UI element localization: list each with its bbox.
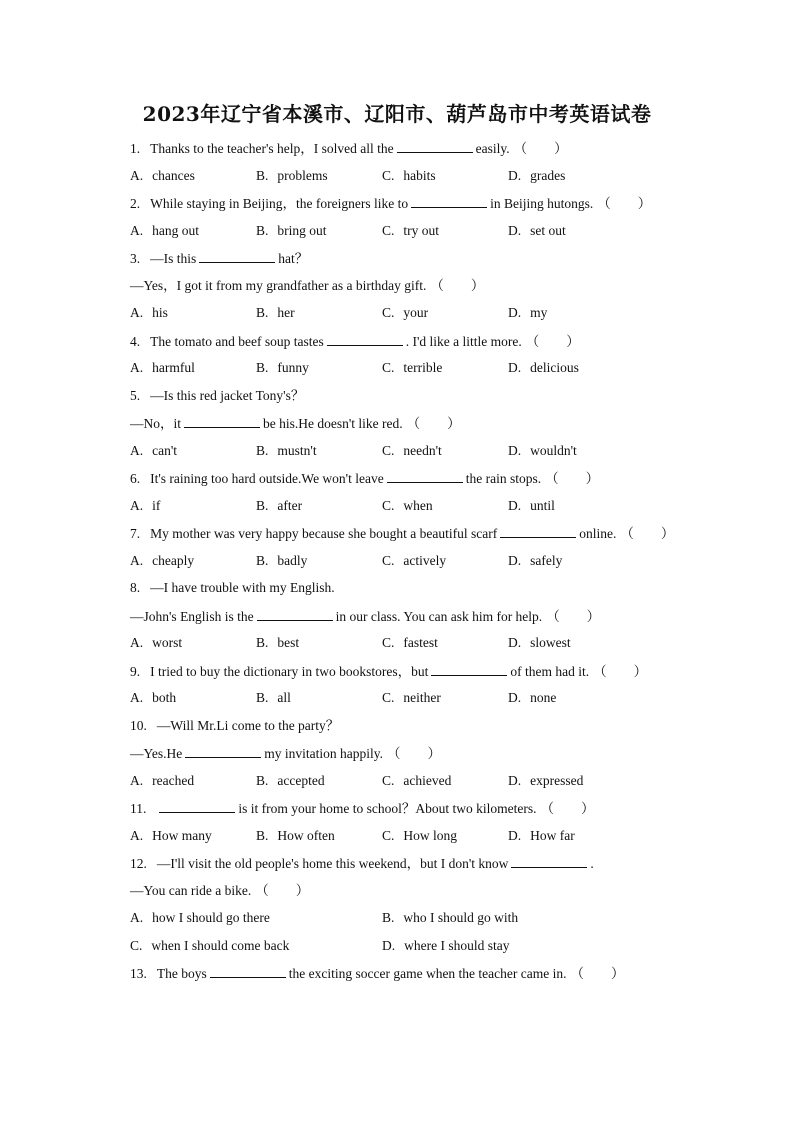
answer-blank[interactable] <box>159 799 235 813</box>
option-text: all <box>277 690 291 705</box>
option-a[interactable] <box>130 909 270 927</box>
option-letter: D. <box>508 497 522 513</box>
question-line <box>130 579 335 597</box>
answer-blank[interactable] <box>185 744 261 758</box>
option-letter: A. <box>130 497 144 513</box>
question-text: It's raining too hard outside.We won't leave <box>150 471 384 486</box>
option-text: when I should come back <box>151 937 290 953</box>
option-a[interactable] <box>130 359 195 377</box>
option-b[interactable] <box>256 304 295 322</box>
option-text: cheaply <box>152 552 195 568</box>
option-c[interactable] <box>382 359 442 377</box>
question-text: —I'll visit the old people's home this weekend，but I don't know <box>156 856 509 871</box>
option-c[interactable] <box>382 222 439 240</box>
option-letter: C. <box>382 305 395 320</box>
option-text: needn't <box>403 442 442 458</box>
option-letter: B. <box>256 222 269 238</box>
option-letter: C. <box>382 772 395 788</box>
option-text: when <box>403 497 433 513</box>
option-letter: B. <box>382 910 395 925</box>
question-number: 9. <box>130 663 141 679</box>
option-letter: D. <box>508 772 522 788</box>
option-c[interactable] <box>382 827 457 845</box>
question-text: easily. <box>475 141 510 156</box>
option-text: badly <box>277 552 308 568</box>
answer-paren[interactable]: （ ） <box>525 333 580 349</box>
option-c[interactable] <box>382 497 433 515</box>
answer-paren[interactable]: （ ） <box>406 416 461 431</box>
option-text: reached <box>152 772 195 788</box>
option-letter: A. <box>130 360 144 375</box>
option-letter: A. <box>130 167 144 183</box>
answer-paren[interactable]: （ ） <box>620 526 675 541</box>
option-text: habits <box>403 167 436 183</box>
option-text: worst <box>152 635 183 650</box>
option-text: How far <box>530 827 575 843</box>
option-c[interactable] <box>382 304 428 322</box>
page-title: 2023年辽宁省本溪市、辽阳市、葫芦岛市中考英语试卷 <box>142 102 652 126</box>
option-text: neither <box>403 690 441 705</box>
answer-blank[interactable] <box>387 469 463 483</box>
option-letter: B. <box>256 497 269 513</box>
option-text: until <box>530 497 555 513</box>
option-letter: B. <box>256 552 269 568</box>
option-letter: D. <box>382 937 396 953</box>
option-text: hang out <box>152 222 199 238</box>
option-a[interactable] <box>130 497 160 515</box>
option-b[interactable] <box>382 909 518 927</box>
question-line <box>130 662 647 681</box>
option-d[interactable] <box>508 359 579 377</box>
option-letter: A. <box>130 910 144 925</box>
option-letter: A. <box>130 772 144 788</box>
question-text: —I have trouble with my English. <box>150 580 335 595</box>
answer-blank[interactable] <box>511 854 587 868</box>
question-number: 13. <box>130 966 147 981</box>
option-a[interactable] <box>130 772 194 790</box>
option-text: harmful <box>152 360 195 375</box>
option-letter: A. <box>130 442 144 458</box>
answer-paren[interactable]: （ ） <box>513 141 568 156</box>
option-letter: C. <box>382 827 395 843</box>
option-a[interactable] <box>130 442 177 460</box>
question-text: online. <box>579 526 617 541</box>
option-letter: C. <box>382 167 395 183</box>
question-text: While staying in Beijing，the foreigners like to <box>150 196 409 211</box>
question-text: —Will Mr.Li come to the party？ <box>156 717 340 733</box>
option-text: achieved <box>403 772 452 788</box>
option-text: accepted <box>277 772 325 788</box>
option-text: funny <box>277 360 309 375</box>
answer-paren[interactable]: （ ） <box>597 196 652 211</box>
option-letter: C. <box>382 552 395 568</box>
option-letter: B. <box>256 690 269 705</box>
question-line <box>130 744 441 763</box>
option-text: set out <box>530 222 566 238</box>
question-number: 5. <box>130 387 141 403</box>
option-letter: A. <box>130 635 144 650</box>
question-number: 1. <box>130 141 141 156</box>
question-text: —John's English is the <box>130 608 254 624</box>
question-line <box>130 194 651 213</box>
option-text: actively <box>403 552 447 568</box>
option-b[interactable] <box>256 442 317 460</box>
option-letter: A. <box>130 690 144 705</box>
option-d[interactable] <box>508 634 571 652</box>
option-c[interactable] <box>382 634 438 652</box>
option-letter: B. <box>256 360 269 375</box>
option-a[interactable] <box>130 689 176 707</box>
question-text: Thanks to the teacher's help，I solved all the <box>150 141 394 156</box>
answer-blank[interactable] <box>397 139 473 153</box>
answer-blank[interactable] <box>500 524 576 538</box>
option-letter: B. <box>256 167 269 183</box>
option-d[interactable] <box>508 497 555 515</box>
question-text: —Yes，I got it from my grandfather as a birthday gift. <box>130 277 427 293</box>
option-a[interactable] <box>130 552 194 570</box>
question-line <box>130 387 304 405</box>
question-text: . I'd like a little more. <box>405 333 522 349</box>
option-letter: D. <box>508 690 522 705</box>
question-line <box>130 882 309 900</box>
question-line <box>130 249 308 268</box>
option-text: none <box>530 690 557 705</box>
option-letter: B. <box>256 635 269 650</box>
option-text: your <box>403 305 429 320</box>
option-text: wouldn't <box>530 442 577 458</box>
option-d[interactable] <box>508 304 547 322</box>
question-number: 11. <box>130 801 147 816</box>
option-letter: C. <box>130 937 143 953</box>
question-number: 3. <box>130 251 141 266</box>
option-letter: C. <box>382 222 395 238</box>
option-a[interactable] <box>130 634 182 652</box>
option-c[interactable] <box>382 552 446 570</box>
option-text: her <box>277 305 295 320</box>
option-letter: D. <box>508 222 522 238</box>
question-text: be his.He doesn't like red. <box>263 416 403 431</box>
option-c[interactable] <box>130 937 289 955</box>
option-text: delicious <box>530 360 579 375</box>
option-d[interactable] <box>508 222 566 240</box>
answer-paren[interactable]: （ ） <box>545 471 600 486</box>
option-text: slowest <box>530 635 571 650</box>
option-text: how I should go there <box>152 910 270 925</box>
option-b[interactable] <box>256 222 327 240</box>
option-a[interactable] <box>130 304 168 322</box>
option-text: How often <box>277 827 335 843</box>
option-letter: D. <box>508 305 522 320</box>
option-text: after <box>277 497 303 513</box>
option-text: both <box>152 690 177 705</box>
option-letter: C. <box>382 690 395 705</box>
question-number: 12. <box>130 856 147 871</box>
option-text: terrible <box>403 360 443 375</box>
question-line <box>130 964 625 983</box>
question-text: The tomato and beef soup tastes <box>150 333 324 349</box>
question-number: 7. <box>130 526 141 541</box>
question-text: the exciting soccer game when the teacher came in. <box>288 966 567 981</box>
question-text: —Is this red jacket Tony's？ <box>150 387 305 403</box>
option-letter: C. <box>382 442 395 458</box>
option-text: How long <box>403 827 458 843</box>
option-letter: B. <box>256 772 269 788</box>
option-letter: B. <box>256 442 269 458</box>
answer-paren[interactable]: （ ） <box>593 663 648 679</box>
question-text: My mother was very happy because she bought a beautiful scarf <box>150 526 498 541</box>
option-letter: D. <box>508 167 522 183</box>
option-b[interactable] <box>256 772 325 790</box>
option-text: can't <box>152 442 178 458</box>
option-a[interactable] <box>130 827 212 845</box>
option-letter: A. <box>130 827 144 843</box>
option-letter: D. <box>508 360 522 375</box>
answer-blank[interactable] <box>411 194 487 208</box>
answer-paren[interactable]: （ ） <box>387 746 442 761</box>
question-text: is it from your home to school？About two kilometers. <box>238 801 537 816</box>
option-text: grades <box>530 167 566 183</box>
option-c[interactable] <box>382 689 441 707</box>
option-letter: A. <box>130 552 144 568</box>
answer-blank[interactable] <box>210 964 286 978</box>
question-text: I tried to buy the dictionary in two bookstores，but <box>150 663 429 679</box>
option-a[interactable] <box>130 222 199 240</box>
option-d[interactable] <box>508 827 575 845</box>
option-letter: C. <box>382 497 395 513</box>
option-text: safely <box>530 552 563 568</box>
option-text: problems <box>277 167 328 183</box>
question-text: in our class. You can ask him for help. <box>335 608 543 624</box>
option-b[interactable] <box>256 359 309 377</box>
question-text: in Beijing hutongs. <box>490 196 594 211</box>
question-line <box>130 139 568 158</box>
answer-paren[interactable]: （ ） <box>430 277 485 293</box>
question-line <box>130 277 484 295</box>
option-text: fastest <box>403 635 438 650</box>
option-text: who I should go with <box>403 910 519 925</box>
question-line <box>130 717 339 735</box>
option-b[interactable] <box>256 634 299 652</box>
option-text: my <box>530 305 548 320</box>
question-text: The boys <box>156 966 207 981</box>
option-b[interactable] <box>256 827 335 845</box>
option-c[interactable] <box>382 167 436 185</box>
question-line <box>130 607 600 626</box>
question-text: . <box>590 856 594 871</box>
option-d[interactable] <box>508 552 562 570</box>
option-d[interactable] <box>508 689 556 707</box>
answer-blank[interactable] <box>327 332 403 346</box>
option-letter: A. <box>130 305 144 320</box>
option-text: where I should stay <box>404 937 510 953</box>
option-letter: A. <box>130 222 144 238</box>
option-a[interactable] <box>130 167 195 185</box>
option-text: his <box>152 305 168 320</box>
option-letter: C. <box>382 635 395 650</box>
question-number: 10. <box>130 717 147 733</box>
option-text: best <box>277 635 300 650</box>
question-text: —You can ride a bike. <box>130 882 252 898</box>
answer-paren[interactable]: （ ） <box>540 801 595 816</box>
option-text: chances <box>152 167 195 183</box>
option-b[interactable] <box>256 552 307 570</box>
option-letter: C. <box>382 360 395 375</box>
option-d[interactable] <box>508 772 583 790</box>
question-number: 6. <box>130 471 141 486</box>
question-line <box>130 854 594 873</box>
option-d[interactable] <box>382 937 509 955</box>
option-b[interactable] <box>256 497 302 515</box>
answer-paren[interactable]: （ ） <box>255 882 310 898</box>
option-c[interactable] <box>382 772 451 790</box>
question-line <box>130 332 580 351</box>
question-number: 4. <box>130 333 141 349</box>
option-text: mustn't <box>277 442 317 458</box>
question-line <box>130 799 594 818</box>
answer-blank[interactable] <box>199 249 275 263</box>
option-text: bring out <box>277 222 327 238</box>
question-line <box>130 414 461 433</box>
question-line <box>130 469 599 488</box>
option-text: expressed <box>530 772 584 788</box>
option-d[interactable] <box>508 442 577 460</box>
question-line <box>130 524 674 543</box>
option-letter: B. <box>256 305 269 320</box>
option-letter: D. <box>508 552 522 568</box>
option-text: try out <box>403 222 440 238</box>
question-text: hat？ <box>278 251 309 266</box>
question-number: 8. <box>130 580 141 595</box>
question-number: 2. <box>130 196 141 211</box>
question-text: —No，it <box>130 416 182 431</box>
option-letter: D. <box>508 635 522 650</box>
answer-blank[interactable] <box>184 414 260 428</box>
question-text: —Yes.He <box>130 746 183 761</box>
option-letter: D. <box>508 827 522 843</box>
option-d[interactable] <box>508 167 565 185</box>
option-c[interactable] <box>382 442 442 460</box>
question-text: —Is this <box>150 251 197 266</box>
answer-paren[interactable]: （ ） <box>546 608 601 624</box>
answer-blank[interactable] <box>257 607 333 621</box>
option-text: How many <box>152 827 212 843</box>
question-text: of them had it. <box>510 663 590 679</box>
option-b[interactable] <box>256 167 328 185</box>
option-b[interactable] <box>256 689 291 707</box>
option-letter: D. <box>508 442 522 458</box>
option-text: if <box>152 497 161 513</box>
question-text: the rain stops. <box>465 471 542 486</box>
answer-blank[interactable] <box>431 662 507 676</box>
option-letter: B. <box>256 827 269 843</box>
answer-paren[interactable]: （ ） <box>570 966 625 981</box>
question-text: my invitation happily. <box>264 746 384 761</box>
